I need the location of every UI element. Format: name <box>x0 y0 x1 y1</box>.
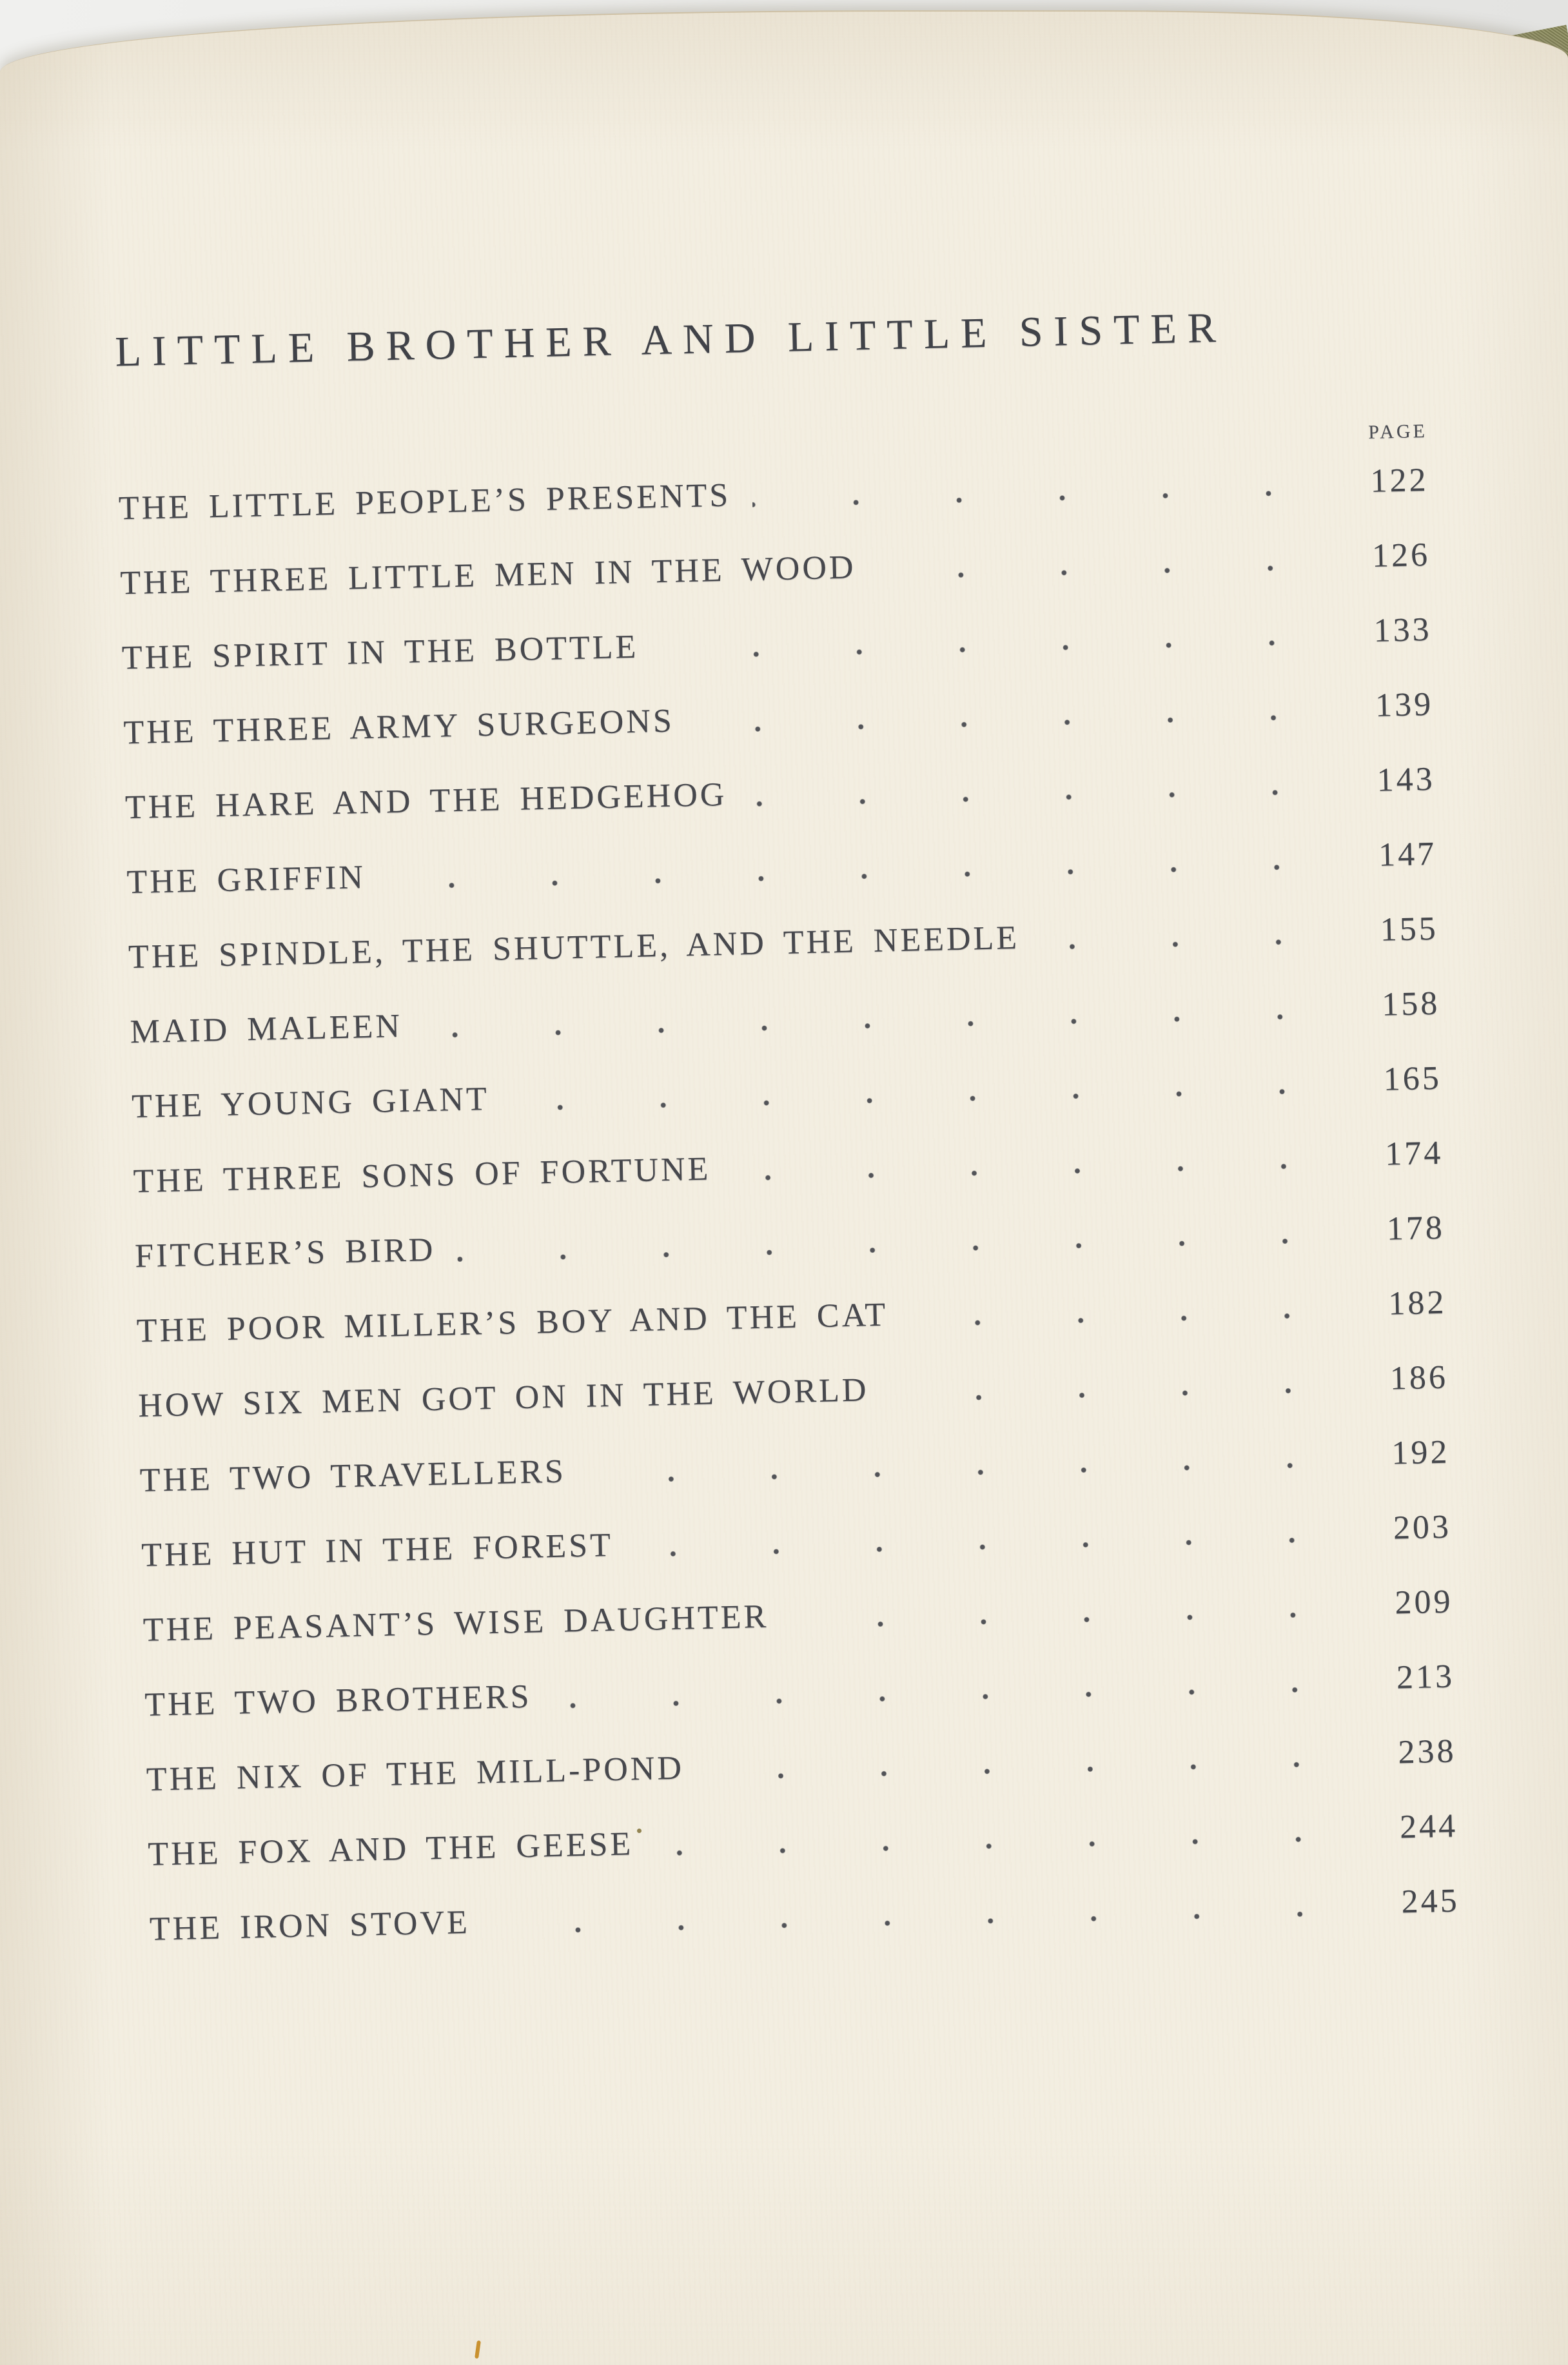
toc-entry-title: THE FOX AND THE GEESE <box>148 1825 634 1873</box>
toc-entry-title: THE THREE ARMY SURGEONS <box>123 702 674 752</box>
dot-leader <box>387 861 1334 891</box>
toc-entry-title: THE HUT IN THE FOREST <box>141 1526 614 1574</box>
toc-entry-page-number: 192 <box>1373 1433 1450 1473</box>
toc-entry-page-number: 147 <box>1360 834 1437 874</box>
dot-leader <box>891 1385 1346 1404</box>
dot-leader <box>752 487 1326 509</box>
toc-entry-title: THE TWO TRAVELLERS <box>139 1452 566 1499</box>
dot-leader <box>660 637 1329 661</box>
toc-list <box>118 442 1460 1967</box>
toc-entry-title: THE PEASANT’S WISE DAUGHTER <box>142 1597 769 1649</box>
toc-entry-title: THE GRIFFIN <box>126 858 366 901</box>
dot-leader <box>696 712 1331 734</box>
paper-speck <box>637 1829 642 1833</box>
toc-entry-title: THE SPINDLE, THE SHUTTLE, AND THE NEEDLE <box>128 918 1020 976</box>
dot-leader <box>492 1909 1357 1936</box>
toc-entry-page-number: 139 <box>1357 685 1433 725</box>
toc-entry-title: THE THREE SONS OF FORTUNE <box>133 1150 711 1201</box>
toc-entry-page-number: 155 <box>1362 909 1438 949</box>
paper-speck <box>475 2340 481 2359</box>
dot-leader <box>790 1609 1350 1631</box>
dot-leader <box>424 1011 1337 1040</box>
dot-leader <box>635 1535 1348 1559</box>
dot-leader <box>655 1834 1355 1858</box>
toc-entry-title: THE NIX OF THE MILL-POND <box>146 1749 684 1798</box>
toc-entry-page-number: 245 <box>1383 1881 1460 1921</box>
toc-entry-page-number: 213 <box>1378 1657 1455 1697</box>
toc-entry-page-number: 203 <box>1375 1507 1451 1547</box>
book-page <box>0 10 1568 2365</box>
toc-entry-page-number: 178 <box>1368 1208 1445 1248</box>
toc-entry-title: THE TWO BROTHERS <box>144 1677 532 1723</box>
toc-entry-page-number: 174 <box>1367 1133 1444 1173</box>
toc-entry-title: THE IRON STOVE <box>149 1903 470 1948</box>
dot-leader <box>732 1161 1340 1183</box>
toc-entry-title: THE POOR MILLER’S BOY AND THE CAT <box>136 1295 888 1349</box>
dot-leader <box>1041 936 1335 952</box>
toc-entry-title: THE HARE AND THE HEDGEHOG <box>124 775 727 826</box>
table-of-contents <box>108 0 1460 1967</box>
toc-entry-page-number: 122 <box>1352 460 1429 500</box>
toc-entry-title: FITCHER’S BIRD <box>135 1230 436 1275</box>
dot-leader <box>706 1759 1353 1782</box>
toc-entry-page-number: 186 <box>1371 1358 1448 1398</box>
page-column-label: PAGE <box>117 420 1427 471</box>
toc-entry-page-number: 244 <box>1381 1807 1458 1847</box>
toc-entry-page-number: 182 <box>1370 1283 1447 1323</box>
dot-leader <box>749 787 1332 809</box>
toc-entry-page-number: 238 <box>1380 1732 1456 1772</box>
dot-leader <box>511 1086 1338 1113</box>
toc-entry-page-number: 126 <box>1353 535 1430 575</box>
toc-entry-title: THE LITTLE PEOPLE’S PRESENTS <box>118 476 730 527</box>
toc-entry-title: HOW SIX MEN GOT ON IN THE WORLD <box>138 1371 869 1425</box>
toc-entry-page-number: 209 <box>1377 1582 1453 1622</box>
toc-entry-title: THE SPIRIT IN THE BOTTLE <box>121 627 638 676</box>
toc-entry-page-number: 143 <box>1358 760 1435 800</box>
toc-entry-title: MAID MALEEN <box>130 1006 402 1050</box>
dot-leader <box>588 1460 1347 1486</box>
toc-section-title: LITTLE BROTHER AND LITTLE SISTER <box>115 299 1426 377</box>
toc-entry-title: THE THREE LITTLE MEN IN THE WOOD <box>120 548 856 602</box>
dot-leader <box>878 562 1328 581</box>
dot-leader <box>458 1235 1342 1264</box>
dot-leader <box>554 1684 1352 1711</box>
toc-entry-page-number: 133 <box>1355 610 1432 650</box>
toc-entry-page-number: 165 <box>1365 1059 1442 1099</box>
toc-entry-page-number: 158 <box>1364 984 1440 1024</box>
toc-entry-title: THE YOUNG GIANT <box>132 1079 490 1125</box>
dot-leader <box>910 1310 1344 1329</box>
